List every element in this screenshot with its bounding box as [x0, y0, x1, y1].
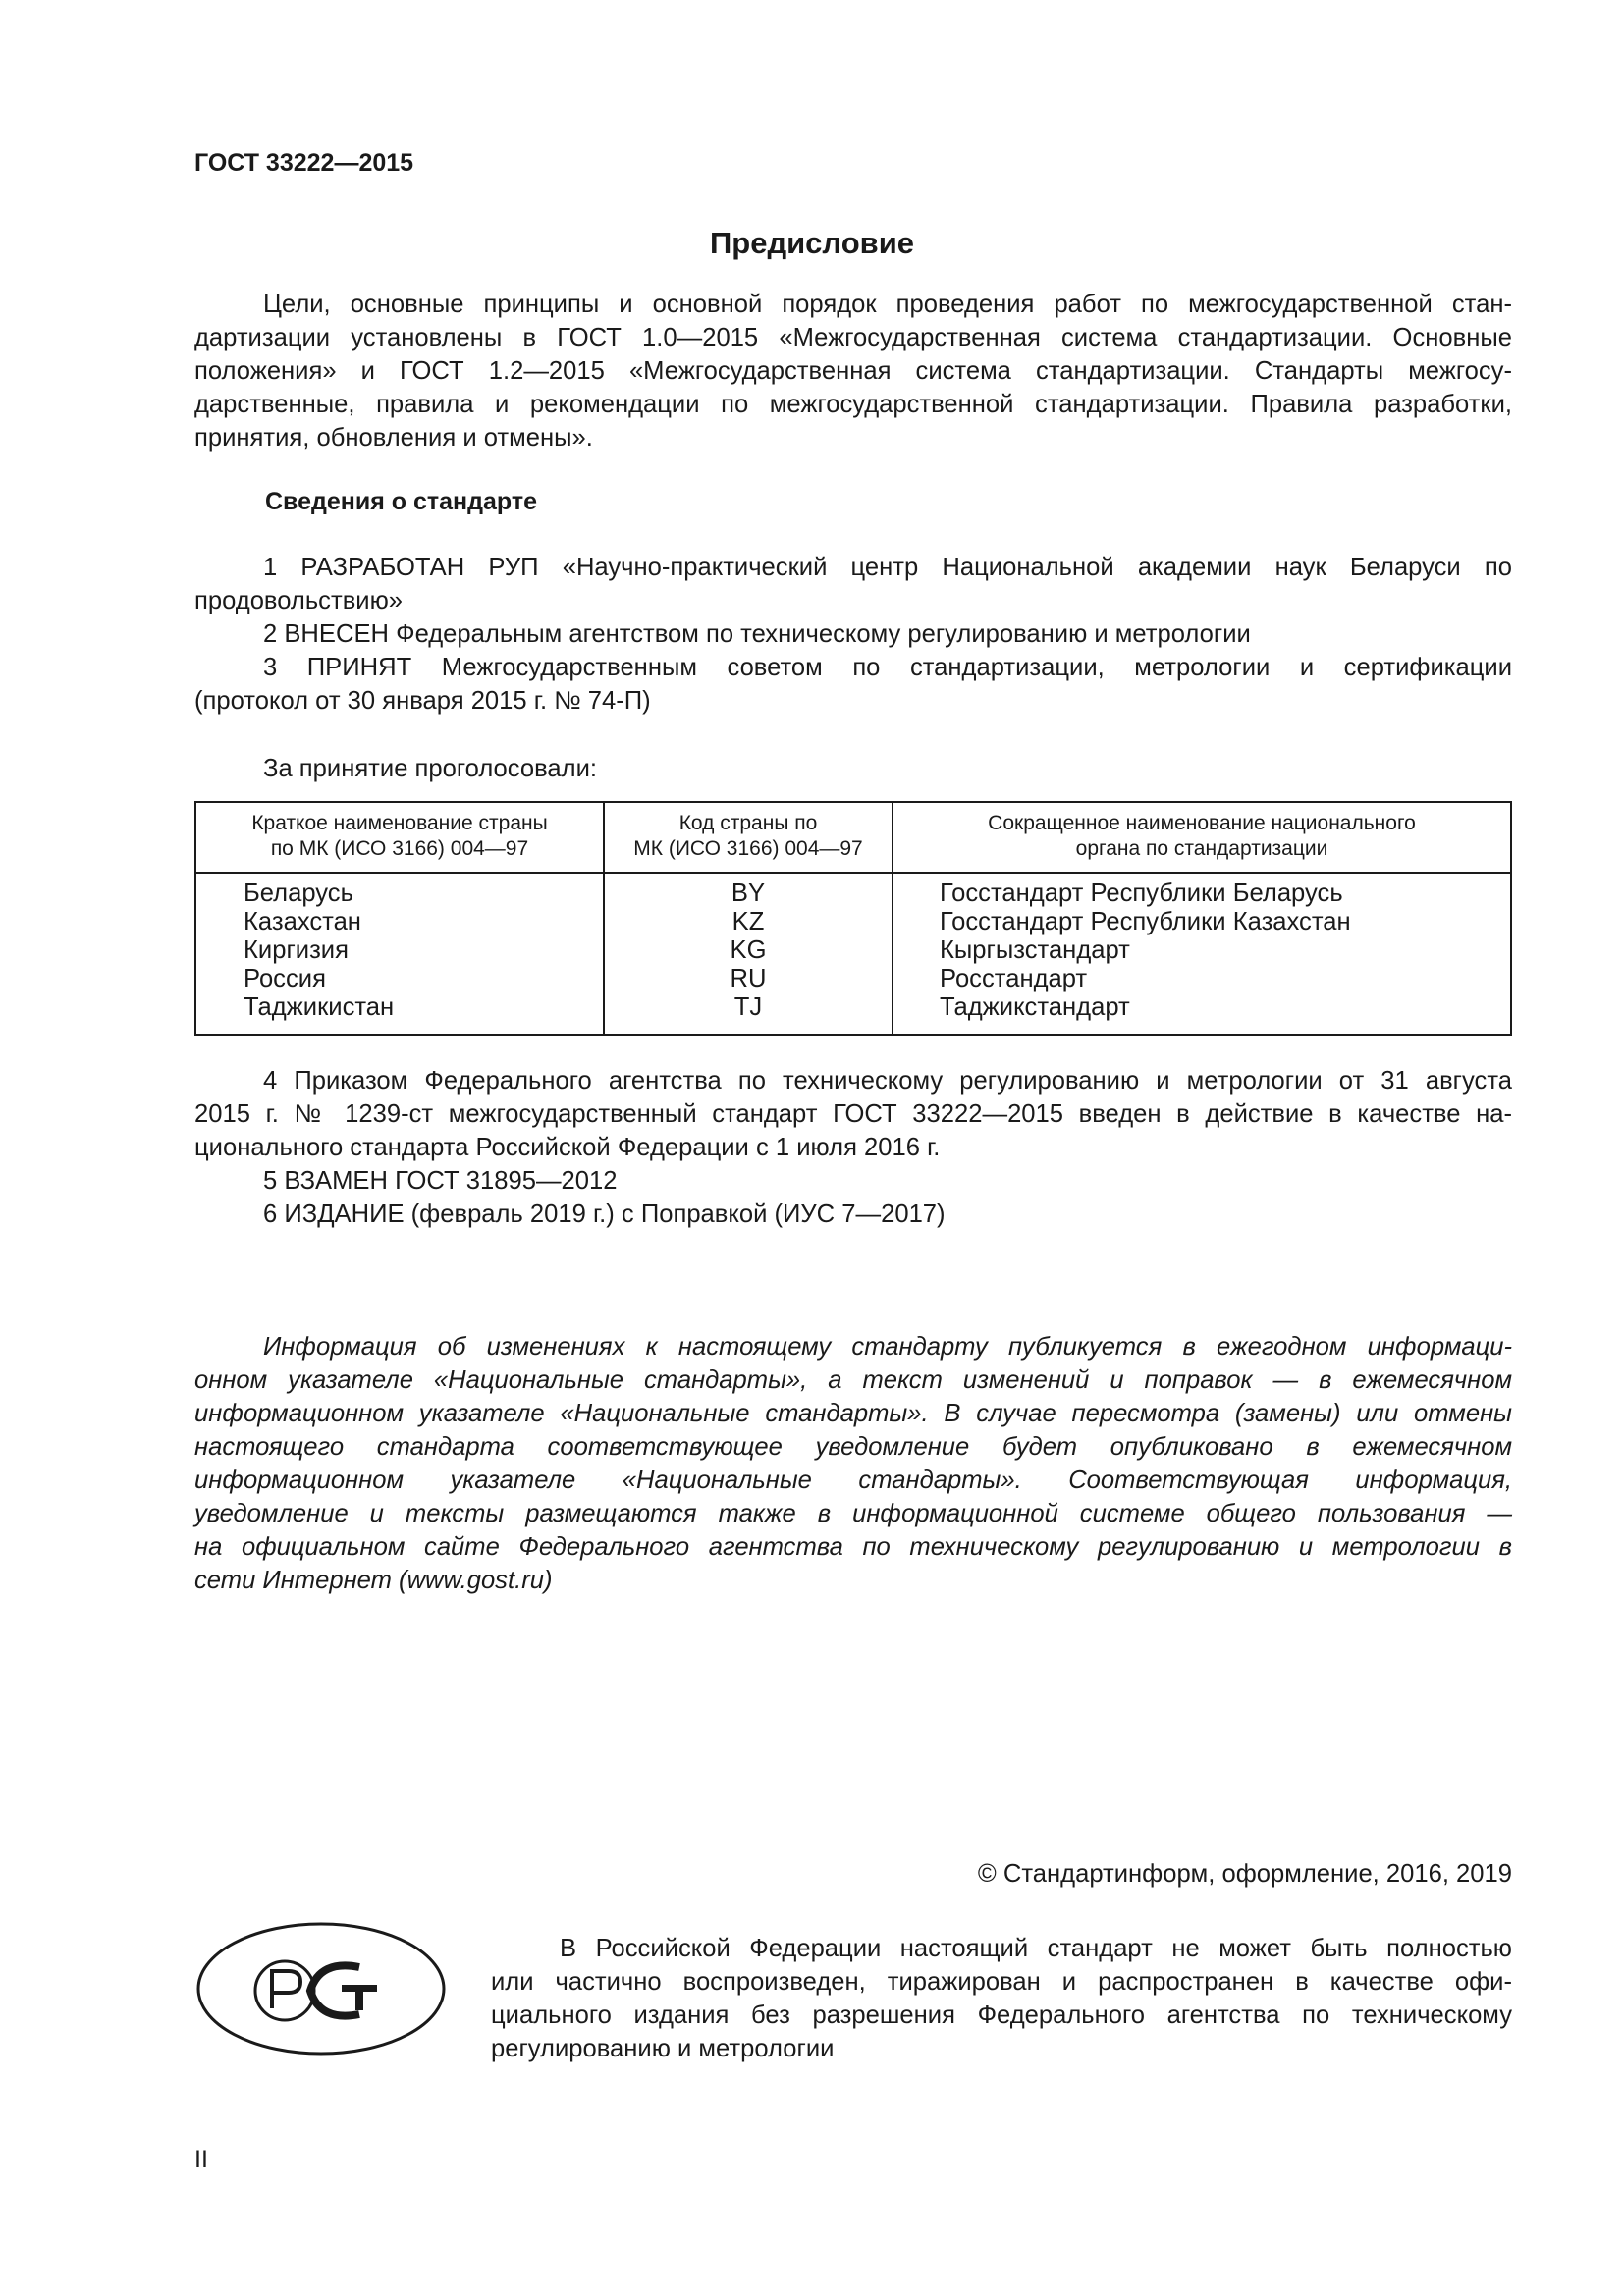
table-cell-country: Казахстан — [244, 908, 361, 935]
table-cell-code: TJ — [733, 993, 763, 1021]
intro-line: Цели, основные принципы и основной порядок проведения работ по межгосударственной стан- — [263, 291, 1512, 318]
item-4-line: 2015 г. № 1239-ст межгосударственный стандарт ГОСТ 33222—2015 введен в действие в качестве на- — [194, 1100, 1512, 1128]
item-3-line: (протокол от 30 января 2015 г. № 74-П) — [194, 687, 651, 715]
reproduction-notice — [491, 1932, 1512, 2065]
change-info-line: настоящего стандарта соответствующее уведомление будет опубликовано в ежемесячном — [194, 1433, 1512, 1461]
table-cell-body: Таджикстандарт — [940, 993, 1130, 1021]
table-cell-code: BY — [731, 880, 766, 907]
intro-line: положения» и ГОСТ 1.2—2015 «Межгосударственная система стандартизации. Стандарты межгосу- — [194, 357, 1512, 385]
voted-label: За принятие проголосовали: — [263, 755, 597, 782]
table-cell-country: Россия — [244, 965, 326, 992]
item-1-line: 1 РАЗРАБОТАН РУП «Научно-практический центр Национальной академии наук Беларуси по — [263, 554, 1512, 581]
voted-label-block — [194, 752, 1512, 785]
standard-code: ГОСТ 33222—2015 — [194, 149, 414, 177]
table-cell-code: KZ — [731, 908, 765, 935]
column-header-code — [604, 802, 893, 873]
standard-info-items-continued — [194, 1064, 1512, 1231]
change-info-line: информационном указателе «Национальные стандарты». Соответствующая информация, — [194, 1467, 1512, 1494]
item-5: 5 ВЗАМЕН ГОСТ 31895—2012 — [263, 1167, 618, 1195]
table-body-row — [195, 873, 1511, 1035]
info-heading: Сведения о стандарте — [265, 488, 538, 515]
change-info-line: Информация об изменениях к настоящему стандарту публикуется в ежегодном информаци- — [263, 1333, 1512, 1361]
standard-info-items — [194, 551, 1512, 718]
intro-line: принятия, обновления и отмены». — [194, 424, 593, 452]
header-line: Сокращенное наименование национального — [988, 812, 1416, 834]
item-4-line: 4 Приказом Федерального агентства по техническому регулированию и метрологии от 31 августа — [263, 1067, 1512, 1095]
table-cell-body: Росстандарт — [940, 965, 1088, 992]
country-list — [195, 873, 604, 1035]
voting-table — [194, 801, 1512, 1036]
notice-line: или частично воспроизведен, тиражирован и распространен в качестве офи- — [491, 1968, 1512, 1996]
notice-line: В Российской Федерации настоящий стандарт не может быть полностью — [560, 1935, 1512, 1962]
change-info-line: на официальном сайте Федерального агентства по техническому регулированию и метрологии в — [194, 1533, 1512, 1561]
code-list — [604, 873, 893, 1035]
item-6: 6 ИЗДАНИЕ (февраль 2019 г.) с Поправкой (ИУС 7—2017) — [263, 1201, 946, 1228]
change-info-line: информационном указателе «Национальные стандарты». В случае пересмотра (замены) или отмены — [194, 1400, 1512, 1427]
header-line: МК (ИСО 3166) 004—97 — [633, 837, 863, 860]
change-info-line: уведомление и тексты размещаются также в информационной системе общего пользования — — [194, 1500, 1512, 1527]
table-cell-country: Беларусь — [244, 880, 353, 907]
header-line: Код страны по — [678, 812, 818, 834]
column-header-country — [195, 802, 604, 873]
header-line: Краткое наименование страны — [251, 812, 548, 834]
table-cell-body: Кыргызстандарт — [940, 936, 1130, 964]
table-cell-country: Киргизия — [244, 936, 349, 964]
notice-line: циального издания без разрешения Федерального агентства по техническому — [491, 2002, 1512, 2029]
change-info-line: сети Интернет (www.gost.ru) — [194, 1567, 553, 1594]
item-4-line: ционального стандарта Российской Федерации с 1 июля 2016 г. — [194, 1134, 941, 1161]
intro-line: дартизации установлены в ГОСТ 1.0—2015 «Межгосударственная система стандартизации. Основные — [194, 324, 1512, 351]
table-cell-code: KG — [730, 936, 767, 964]
item-1-line: продовольствию» — [194, 587, 404, 614]
table-cell-code: RU — [730, 965, 767, 992]
header-line: по МК (ИСО 3166) 004—97 — [270, 837, 529, 860]
table-header-row — [195, 802, 1511, 873]
header-line: органа по стандартизации — [1075, 837, 1328, 860]
item-2: 2 ВНЕСЕН Федеральным агентством по техническому регулированию и метрологии — [263, 620, 1251, 648]
intro-line: дарственные, правила и рекомендации по межгосударственной стандартизации. Правила разработки, — [194, 391, 1512, 418]
table-cell-body: Госстандарт Республики Беларусь — [940, 880, 1343, 907]
notice-line: регулированию и метрологии — [491, 2035, 835, 2062]
table-cell-body: Госстандарт Республики Казахстан — [940, 908, 1351, 935]
change-info-paragraph — [194, 1330, 1512, 1597]
change-info-line: онном указателе «Национальные стандарты», а текст изменений и поправок — в ежемесячном — [194, 1366, 1512, 1394]
page-title: Предисловие — [709, 226, 914, 260]
rst-certification-mark-icon — [194, 1920, 448, 2062]
table-cell-country: Таджикистан — [244, 993, 395, 1021]
page-number: II — [194, 2146, 208, 2173]
copyright-line: © Стандартинформ, оформление, 2016, 2019 — [977, 1860, 1512, 1888]
intro-paragraph — [194, 288, 1512, 454]
column-header-body — [893, 802, 1511, 873]
body-list — [893, 873, 1511, 1035]
item-3-line: 3 ПРИНЯТ Межгосударственным советом по стандартизации, метрологии и сертификации — [263, 654, 1512, 681]
